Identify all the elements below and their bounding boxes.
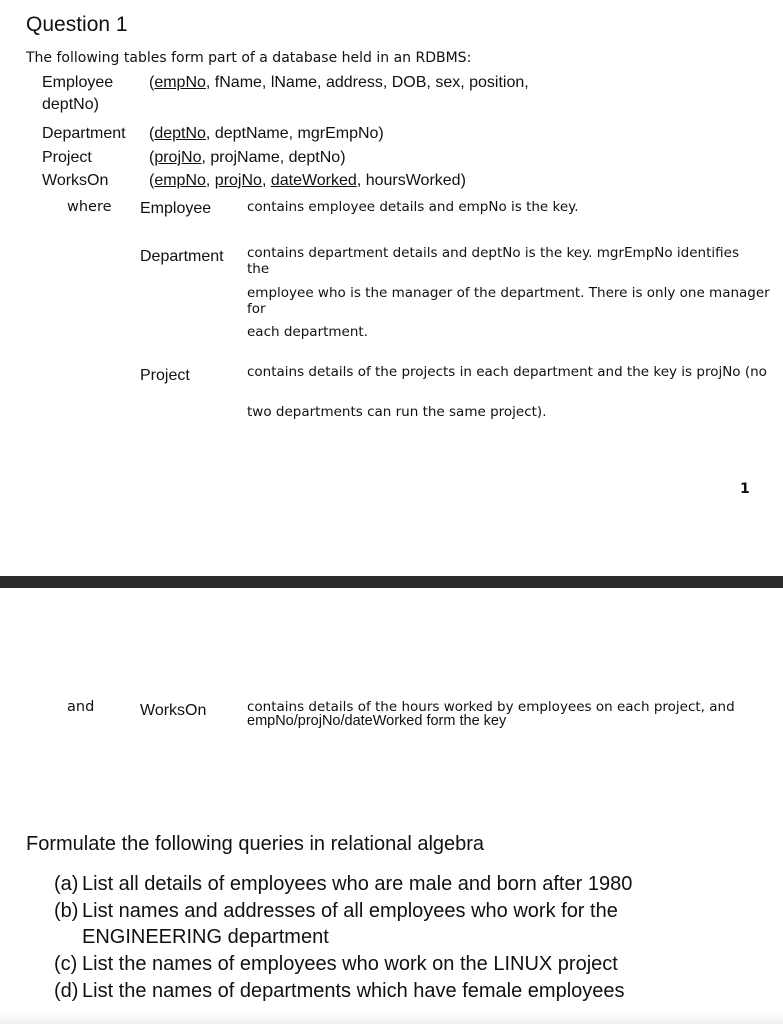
schema-project-attrs: (projNo, projName, deptNo) (149, 149, 346, 166)
schema-workson-rest: , hoursWorked) (356, 172, 466, 189)
where-label: where (67, 199, 112, 215)
query-item (54, 926, 329, 949)
desc-project-name: Project (140, 367, 190, 384)
schema-employee-name: Employee (42, 74, 114, 91)
page-divider (0, 576, 783, 588)
query-label: (c) (54, 953, 78, 975)
schema-employee-rest: , fName, lName, address, DOB, sex, position, (205, 74, 529, 91)
intro-text: The following tables form part of a database held in an RDBMS: (26, 50, 472, 66)
queries-heading: Formulate the following queries in relational algebra (26, 833, 485, 855)
schema-department-name: Department (42, 125, 126, 142)
desc-employee-text: contains employee details and empNo is the key. (247, 199, 579, 215)
query-label: (a) (54, 873, 79, 895)
query-text: ENGINEERING department (82, 926, 329, 948)
desc-workson-line: empNo/projNo/dateWorked form the key (247, 713, 507, 729)
schema-workson-key1: empNo (154, 172, 206, 189)
schema-employee-key: empNo (154, 74, 206, 91)
query-item (54, 900, 618, 923)
desc-department-name: Department (140, 248, 224, 265)
schema-department-rest: , deptName, mgrEmpNo) (205, 125, 384, 142)
query-text: List names and addresses of all employees who work for the (82, 900, 618, 922)
question-title: Question 1 (26, 13, 128, 36)
schema-employee-cont: deptNo) (42, 96, 99, 113)
schema-workson-key3: dateWorked (270, 172, 357, 189)
schema-project-key: projNo (154, 149, 202, 166)
desc-employee-name: Employee (140, 200, 212, 217)
and-label: and (67, 699, 95, 715)
schema-department-attrs: (deptNo, deptName, mgrEmpNo) (149, 125, 384, 142)
desc-workson-name: WorksOn (140, 702, 207, 719)
schema-project-name: Project (42, 149, 92, 166)
schema-workson-attrs: (empNo, projNo, dateWorked, hoursWorked) (149, 172, 466, 189)
desc-workson-line: contains details of the hours worked by employees on each project, and (247, 699, 735, 715)
desc-project-line: contains details of the projects in each department and the key is projNo (no (247, 364, 767, 380)
desc-department-line: contains department details and deptNo is the key. mgrEmpNo identifies (247, 245, 739, 261)
query-item (54, 873, 632, 896)
page-number: 1 (740, 481, 750, 497)
desc-department-line: each department. (247, 324, 369, 340)
desc-department-line: for (247, 301, 266, 317)
query-label: (b) (54, 900, 79, 922)
query-text: List the names of employees who work on the LINUX project (82, 953, 618, 975)
schema-department-key: deptNo (154, 125, 206, 142)
query-item (54, 980, 625, 1003)
bottom-edge (0, 1012, 783, 1024)
schema-employee-attrs: (empNo, fName, lName, address, DOB, sex, position, (149, 74, 529, 91)
query-label: (d) (54, 980, 79, 1002)
query-text: List the names of departments which have female employees (82, 980, 625, 1002)
schema-project-rest: , projName, deptNo) (201, 149, 346, 166)
query-text: List all details of employees who are male and born after 1980 (82, 873, 633, 895)
desc-department-line: the (247, 261, 270, 277)
desc-department-line: employee who is the manager of the department. There is only one manager (247, 285, 770, 301)
schema-workson-name: WorksOn (42, 172, 109, 189)
schema-workson-key2: projNo (214, 172, 262, 189)
query-item (54, 953, 618, 976)
desc-project-line: two departments can run the same project). (247, 404, 547, 420)
